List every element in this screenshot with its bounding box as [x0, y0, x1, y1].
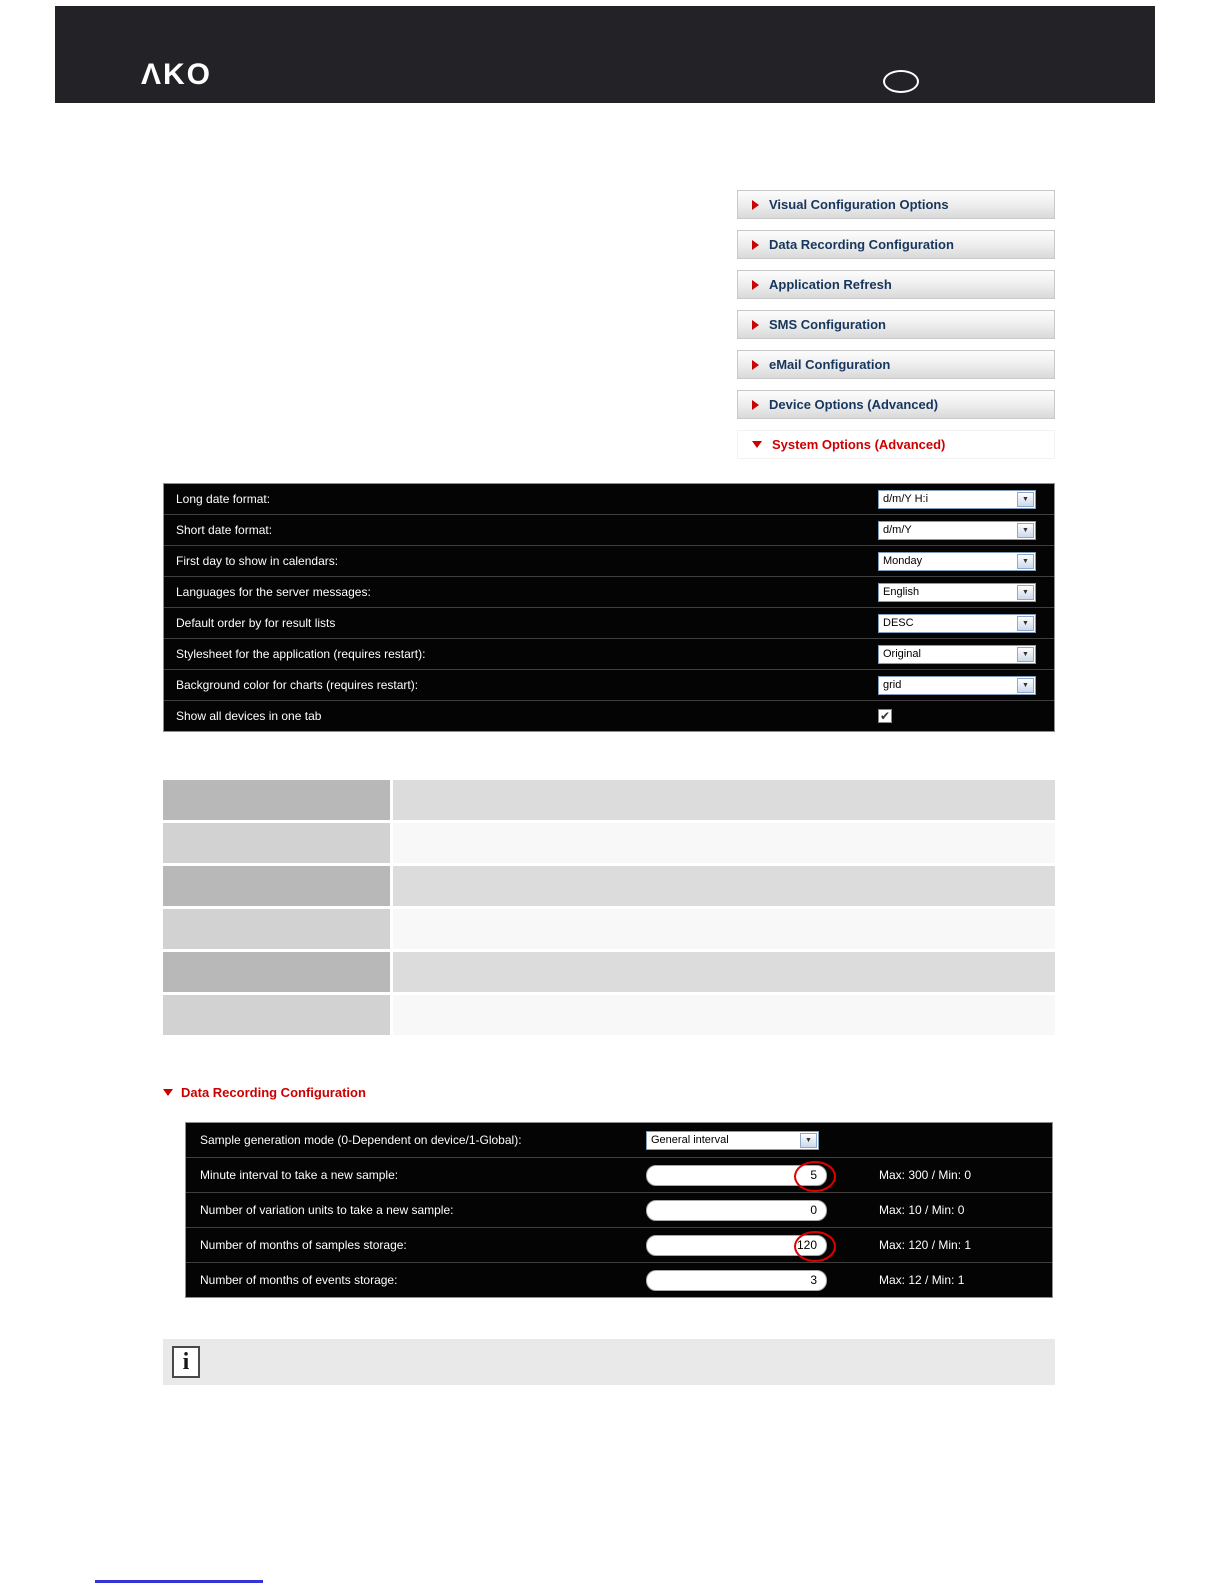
setting-label: Default order by for result lists: [176, 616, 336, 630]
range-hint: Max: 120 / Min: 1: [879, 1238, 972, 1252]
accordion-item-sms-configuration[interactable]: [737, 310, 1055, 339]
settings-row: [164, 577, 1054, 608]
chevron-right-icon: [752, 400, 759, 410]
accordion-item-application-refresh[interactable]: [737, 270, 1055, 299]
select-value: d/m/Y H:i: [883, 493, 929, 505]
accordion-item-label: Data Recording Configuration: [769, 237, 954, 252]
accordion-item-label: Device Options (Advanced): [769, 397, 939, 412]
accordion-item-label: Visual Configuration Options: [769, 197, 949, 212]
chevron-down-icon: ▼: [1017, 585, 1034, 600]
range-hint: Max: 300 / Min: 0: [879, 1168, 972, 1182]
settings-row: [164, 670, 1054, 701]
chevron-down-icon: [163, 1089, 173, 1096]
table-cell: [163, 909, 390, 949]
accordion-item-device-options-advanced[interactable]: [737, 390, 1055, 419]
accordion-item-label: Application Refresh: [769, 277, 892, 292]
setting-label: Sample generation mode (0-Dependent on device/1-Global):: [200, 1133, 522, 1147]
chevron-down-icon: ▼: [800, 1133, 817, 1148]
setting-label: Show all devices in one tab: [176, 709, 322, 723]
setting-label: Number of months of events storage:: [200, 1273, 398, 1287]
table-cell: [393, 780, 1055, 820]
setting-label: Long date format:: [176, 492, 271, 506]
chevron-right-icon: [752, 280, 759, 290]
chevron-right-icon: [752, 360, 759, 370]
chevron-right-icon: [752, 320, 759, 330]
select-value: DESC: [883, 617, 914, 629]
table-row: [163, 780, 1055, 820]
show-all-devices-checkbox[interactable]: [878, 709, 892, 723]
variation-units-input[interactable]: 0: [646, 1200, 827, 1221]
table-cell: [393, 823, 1055, 863]
setting-label: Number of variation units to take a new sample:: [200, 1203, 454, 1217]
settings-row: [164, 515, 1054, 546]
accordion-item-label: System Options (Advanced): [772, 437, 946, 452]
accordion-item-label: SMS Configuration: [769, 317, 886, 332]
accordion-item-data-recording-configuration[interactable]: [737, 230, 1055, 259]
range-hint: Max: 12 / Min: 1: [879, 1273, 965, 1287]
chart-background-select[interactable]: [878, 676, 1036, 695]
footer-link-underline[interactable]: [95, 1580, 263, 1583]
settings-row: [164, 546, 1054, 577]
select-value: Original: [883, 648, 921, 660]
settings-row: [186, 1158, 1052, 1193]
chevron-down-icon: ▼: [1017, 616, 1034, 631]
accordion-item-visual-configuration-options[interactable]: [737, 190, 1055, 219]
settings-row: [186, 1263, 1052, 1297]
chevron-down-icon: [752, 441, 762, 448]
data-recording-section-heading[interactable]: [163, 1085, 366, 1100]
chevron-down-icon: ▼: [1017, 678, 1034, 693]
info-note-box: [163, 1339, 1055, 1385]
accordion-item-email-configuration[interactable]: [737, 350, 1055, 379]
select-value: d/m/Y: [883, 524, 912, 536]
range-hint: Max: 10 / Min: 0: [879, 1203, 965, 1217]
ako-logo: ΛKO: [141, 58, 213, 91]
events-storage-months-input[interactable]: 3: [646, 1270, 827, 1291]
accordion-item-label: eMail Configuration: [769, 357, 891, 372]
table-cell: [163, 823, 390, 863]
settings-row: [164, 639, 1054, 670]
setting-label: First day to show in calendars:: [176, 554, 339, 568]
settings-row: [186, 1123, 1052, 1158]
app-header: [55, 6, 1155, 103]
select-value: General interval: [651, 1134, 729, 1146]
info-icon: i: [172, 1346, 200, 1378]
chevron-right-icon: [752, 200, 759, 210]
chevron-down-icon: ▼: [1017, 647, 1034, 662]
result-order-select[interactable]: [878, 614, 1036, 633]
sample-generation-mode-select[interactable]: [646, 1131, 819, 1150]
table-cell: [163, 780, 390, 820]
table-cell: [163, 995, 390, 1035]
check-icon: ✔: [879, 708, 891, 723]
stylesheet-select[interactable]: [878, 645, 1036, 664]
chevron-right-icon: [752, 240, 759, 250]
short-date-format-select[interactable]: [878, 521, 1036, 540]
table-row: [163, 952, 1055, 992]
oval-badge-icon: [883, 70, 919, 93]
description-table: [163, 780, 1055, 1038]
setting-label: Stylesheet for the application (requires restart):: [176, 647, 426, 661]
chevron-down-icon: ▼: [1017, 523, 1034, 538]
setting-label: Minute interval to take a new sample:: [200, 1168, 399, 1182]
settings-row: [186, 1228, 1052, 1263]
accordion-item-system-options-advanced[interactable]: [737, 430, 1055, 459]
minute-interval-input[interactable]: 5: [646, 1165, 827, 1186]
system-options-table: [163, 483, 1055, 732]
settings-row: [186, 1193, 1052, 1228]
table-row: [163, 995, 1055, 1035]
table-cell: [393, 909, 1055, 949]
long-date-format-select[interactable]: [878, 490, 1036, 509]
settings-row: [164, 701, 1054, 731]
table-cell: [393, 995, 1055, 1035]
table-row: [163, 909, 1055, 949]
server-language-select[interactable]: [878, 583, 1036, 602]
first-day-select[interactable]: [878, 552, 1036, 571]
table-cell: [393, 866, 1055, 906]
configuration-accordion: [737, 190, 1055, 470]
setting-label: Languages for the server messages:: [176, 585, 371, 599]
setting-label: Number of months of samples storage:: [200, 1238, 407, 1252]
data-recording-table: [185, 1122, 1053, 1298]
section-heading-label: Data Recording Configuration: [181, 1085, 366, 1100]
chevron-down-icon: ▼: [1017, 492, 1034, 507]
setting-label: Background color for charts (requires restart):: [176, 678, 419, 692]
settings-row: [164, 608, 1054, 639]
setting-label: Short date format:: [176, 523, 273, 537]
select-value: grid: [883, 679, 902, 691]
table-row: [163, 866, 1055, 906]
table-cell: [163, 866, 390, 906]
select-value: Monday: [883, 555, 923, 567]
table-cell: [393, 952, 1055, 992]
table-row: [163, 823, 1055, 863]
chevron-down-icon: ▼: [1017, 554, 1034, 569]
select-value: English: [883, 586, 920, 598]
table-cell: [163, 952, 390, 992]
samples-storage-months-input[interactable]: 120: [646, 1235, 827, 1256]
settings-row: [164, 484, 1054, 515]
